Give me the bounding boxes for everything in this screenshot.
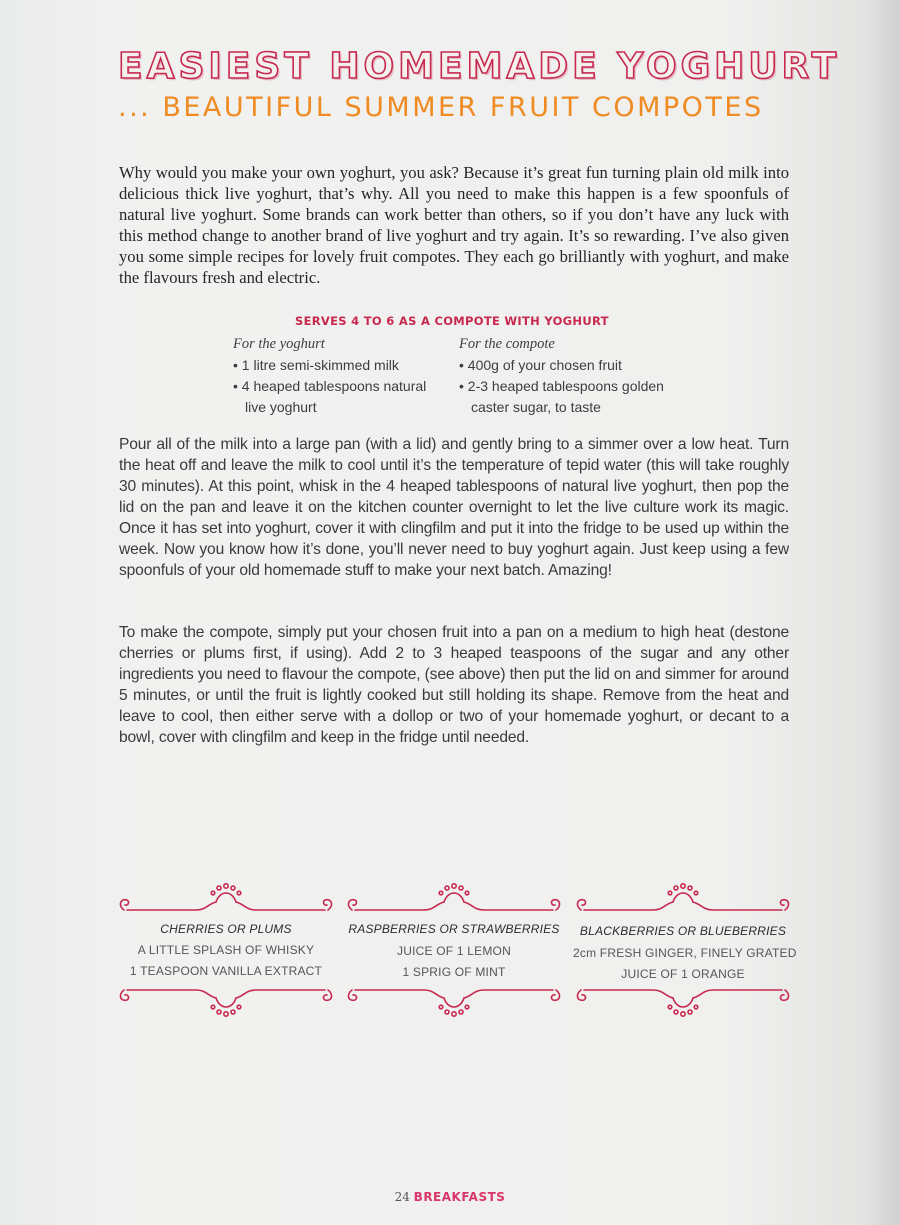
section-name: BREAKFASTS xyxy=(413,1190,506,1204)
ingredients-yoghurt xyxy=(233,334,448,418)
ingredient-item: • 400g of your chosen fruit xyxy=(459,355,689,376)
variation-name: CHERRIES OR PLUMS xyxy=(160,922,292,936)
variation-line: 2cm FRESH GINGER, FINELY GRATED xyxy=(573,946,797,960)
page-footer xyxy=(0,1190,900,1204)
ingredient-item: • 4 heaped tablespoons natural live yoghurt xyxy=(233,376,448,418)
ingredients-compote-heading: For the compote xyxy=(459,336,555,352)
serves-heading: SERVES 4 TO 6 AS A COMPOTE WITH YOGHURT xyxy=(295,314,609,328)
variation-name: RASPBERRIES OR STRAWBERRIES xyxy=(348,922,560,936)
page-subtitle: ... BEAUTIFUL SUMMER FRUIT COMPOTES xyxy=(118,92,764,123)
variation-name: BLACKBERRIES OR BLUEBERRIES xyxy=(579,924,787,938)
page-number: 24 xyxy=(394,1190,410,1204)
variation-line: JUICE OF 1 ORANGE xyxy=(621,967,745,981)
variation-line: 1 TEASPOON VANILLA EXTRACT xyxy=(129,964,323,978)
ingredients-compote xyxy=(459,334,689,418)
method-paragraph-yoghurt: Pour all of the milk into a large pan (with a lid) and gently bring to a simmer over a low heat. Turn the heat off and leave the milk to cool until it’s the temperature of tepid water (this will take roughly 30 minutes). At this point, whisk in the 4 heaped tablespoons of natural live yoghurt, then pop the lid on the pan and leave it on the kitchen counter overnight to let the live culture work its magic. Once it has set into yoghurt, cover it with clingfilm and put it into the fridge to be used up within the week. Now you know how it’s done, you’ll never need to buy yoghurt again. Just keep using a few spoonfuls of your old homemade stuff to make your next batch. Amazing! xyxy=(119,436,789,579)
variation-line: JUICE OF 1 LEMON xyxy=(397,944,511,958)
variation-blackberries xyxy=(573,876,797,1024)
variation-line: 1 SPRIG OF MINT xyxy=(402,965,506,979)
ingredients-yoghurt-heading: For the yoghurt xyxy=(233,336,325,352)
intro-paragraph: Why would you make your own yoghurt, you ask? Because it’s great fun turning plain old milk into delicious thick live yoghurt, that’s why. All you need to make this happen is a few spoonfuls of natural live yoghurt. Some brands can work better than others, so if you don’t have any luck with this method change to another brand of live yoghurt and try again. It’s so rewarding. I’ve also given you some simple recipes for lovely fruit compotes. They each go brilliantly with yoghurt, and make the flavours fresh and electric. xyxy=(119,163,789,287)
method-paragraph-compote: To make the compote, simply put your chosen fruit into a pan on a medium to high heat (destone cherries or plums first, if using). Add 2 to 3 heaped teaspoons of the sugar and any other ingredients you need to flavour the compote, (see above) then put the lid on and simmer for around 5 minutes, or until the fruit is lightly cooked but still holding its shape. Remove from the heat and leave to cool, then either serve with a dollop or two of your homemade yoghurt, or decant to a bowl, cover with clingfilm and keep in the fridge until needed. xyxy=(119,624,789,746)
variation-cherries xyxy=(116,876,336,1024)
ingredient-item: • 1 litre semi-skimmed milk xyxy=(233,355,448,376)
page-title: EASIEST HOMEMADE YOGHURT xyxy=(118,46,841,87)
variation-raspberries xyxy=(344,876,564,1024)
variation-line: A LITTLE SPLASH OF WHISKY xyxy=(137,943,315,957)
ingredient-item: • 2-3 heaped tablespoons golden caster sugar, to taste xyxy=(459,376,689,418)
